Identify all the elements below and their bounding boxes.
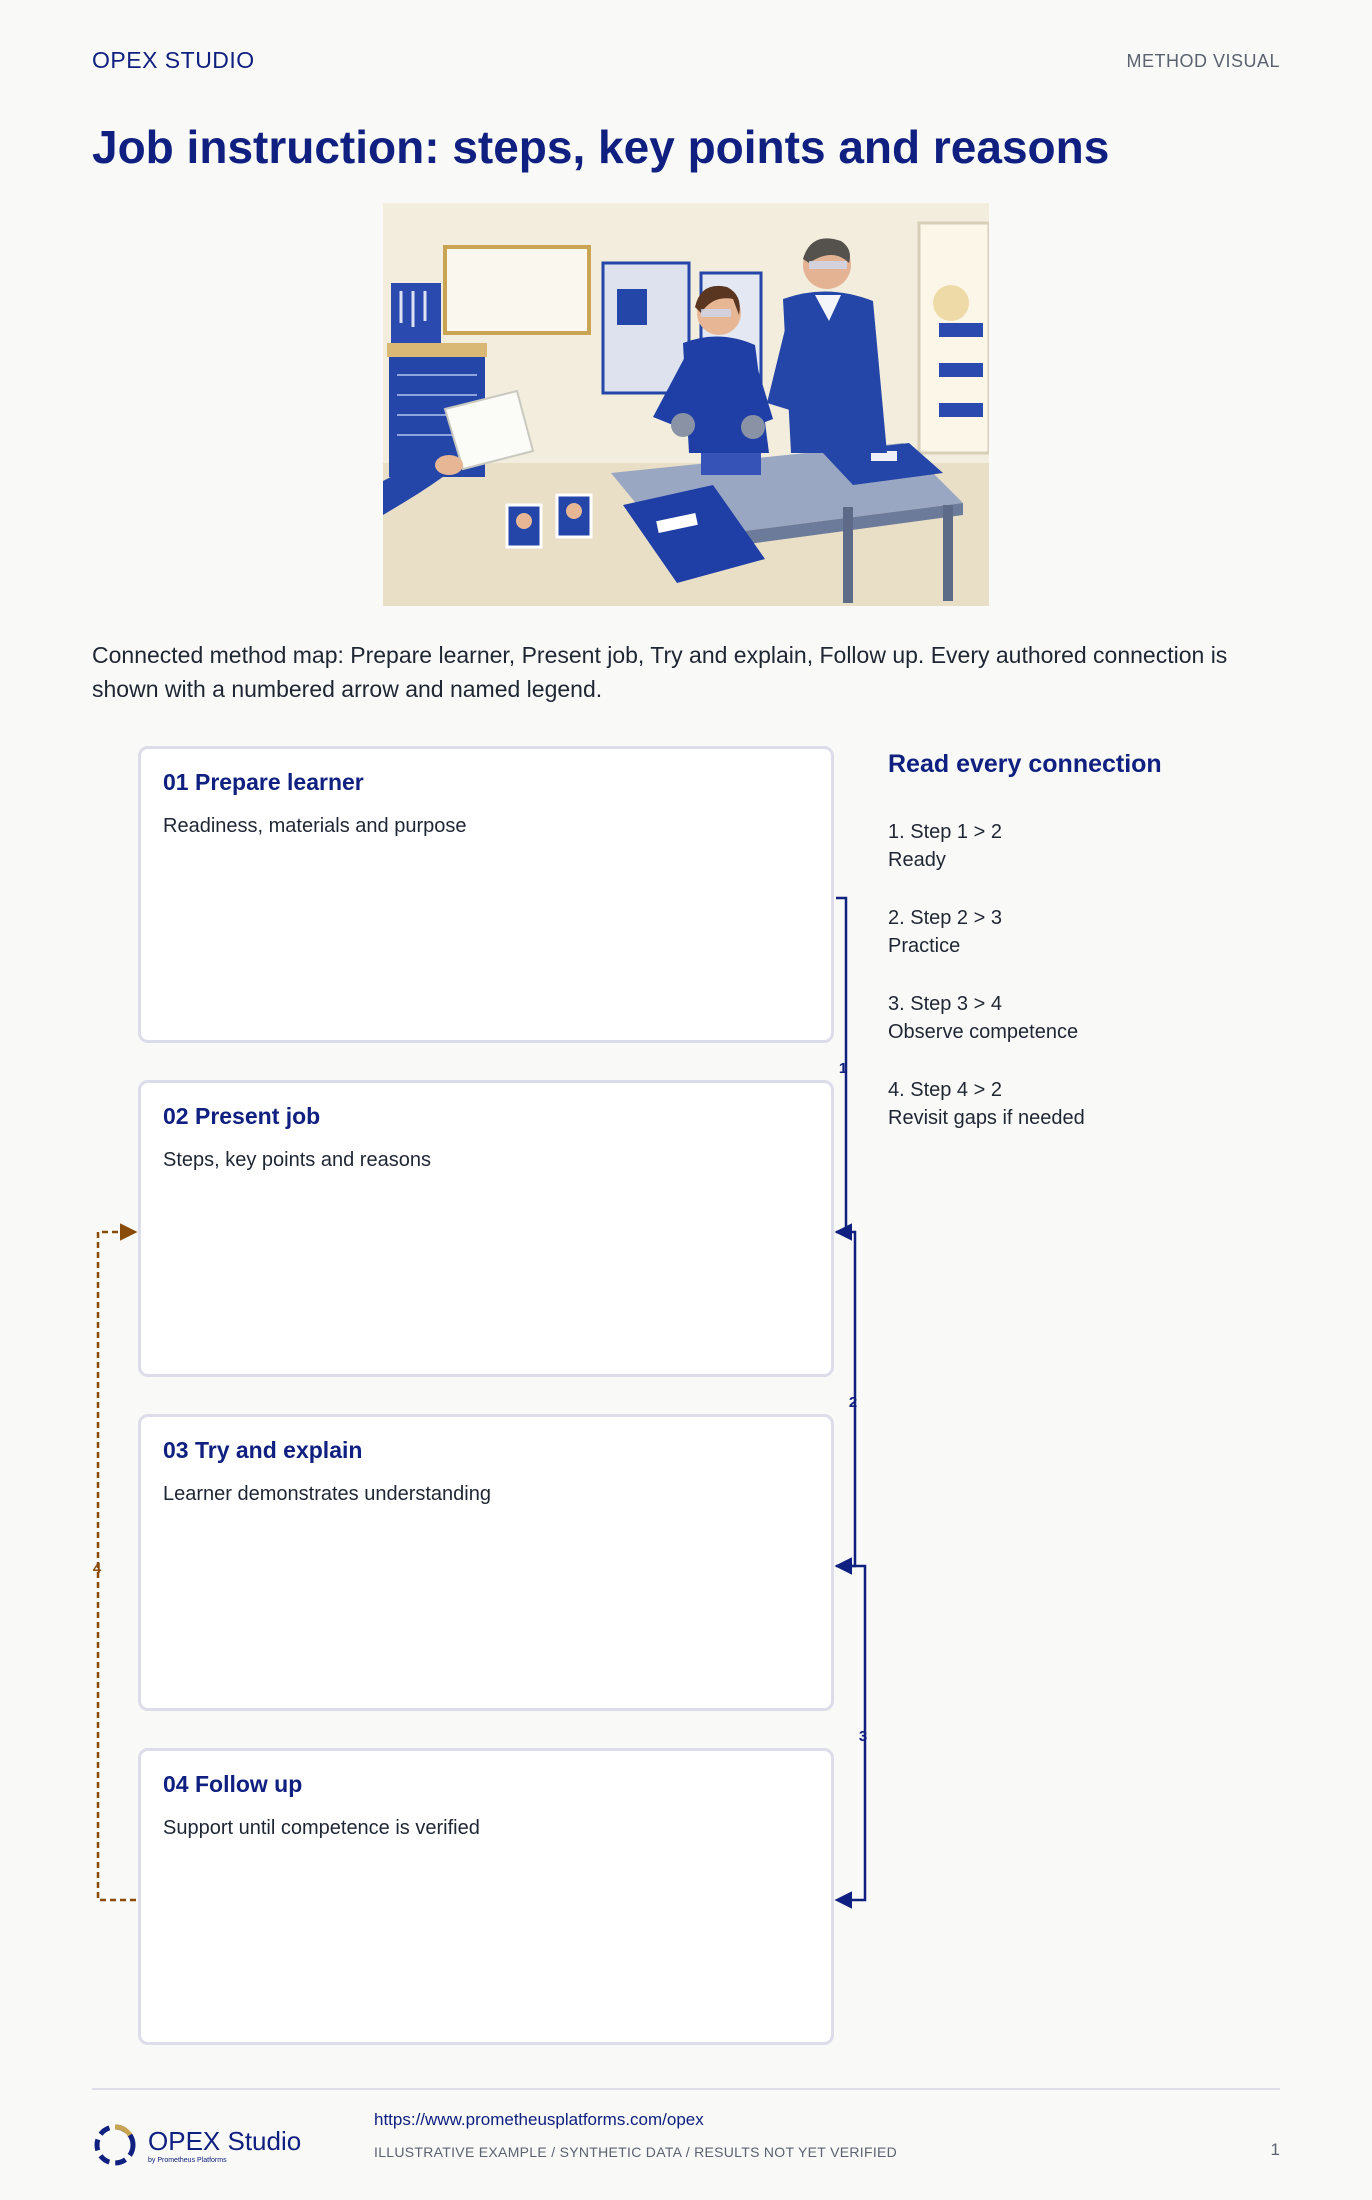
legend-item-ref: 2. Step 2 > 3 [888,907,1002,929]
legend-item-name: Revisit gaps if needed [888,1107,1085,1129]
header-brand: OPEX STUDIO [92,47,255,73]
step-card-prepare-learner [138,746,834,1043]
footer-brand: OPEX Studio [148,2126,302,2156]
connector-2-line [836,1232,858,1566]
legend-item-ref: 1. Step 1 > 2 [888,821,1002,843]
page-number: 1 [1270,2140,1280,2159]
legend-item [888,1076,1085,1162]
opex-logo-icon [92,2122,138,2168]
step-card-present-job [138,1080,834,1377]
step-description: Readiness, materials and purpose [163,815,467,837]
legend-item-ref: 4. Step 4 > 2 [888,1079,1002,1101]
step-title: 01 Prepare learner [163,769,364,795]
legend-item [888,990,1085,1076]
connector-4-label: 4 [92,1560,102,1577]
connector-4-line [98,1232,136,1900]
connector-2-label: 2 [848,1394,858,1411]
document-type-label: METHOD VISUAL [1126,51,1280,71]
footer-brand-subtitle: by Prometheus Platforms [148,2157,227,2164]
step-card-follow-up [138,1748,834,2045]
connection-legend [888,818,1085,1162]
step-card-try-and-explain [138,1414,834,1711]
legend-item-name: Practice [888,935,961,957]
step-description: Support until competence is verified [163,1817,480,1839]
legend-item-name: Observe competence [888,1021,1079,1043]
legend-item [888,904,1085,990]
page-title: Job instruction: steps, key points and reasons [92,121,1110,173]
step-description: Learner demonstrates understanding [163,1483,491,1505]
connector-3-line [836,1566,868,1900]
workshop-training-illustration-icon [383,203,989,606]
connector-1-label: 1 [838,1060,848,1077]
legend-item-name: Ready [888,849,946,871]
footer-divider [92,2088,1280,2090]
legend-item-ref: 3. Step 3 > 4 [888,993,1002,1015]
step-title: 04 Follow up [163,1771,303,1797]
intro-text: Connected method map: Prepare learner, Present job, Try and explain, Follow up. Every authored connection is shown with a numbered arrow and named legend. [92,642,1228,702]
footer-url-link[interactable]: https://www.prometheusplatforms.com/opex [374,2110,704,2129]
step-description: Steps, key points and reasons [163,1149,431,1171]
legend-title: Read every connection [888,750,1162,778]
connector-3-label: 3 [858,1728,868,1745]
hero-illustration [383,203,989,606]
connector-1-line [836,898,846,1232]
step-title: 02 Present job [163,1103,321,1129]
legend-item [888,818,1085,904]
footer-disclaimer: ILLUSTRATIVE EXAMPLE / SYNTHETIC DATA / RESULTS NOT YET VERIFIED [374,2144,898,2160]
step-title: 03 Try and explain [163,1437,363,1463]
